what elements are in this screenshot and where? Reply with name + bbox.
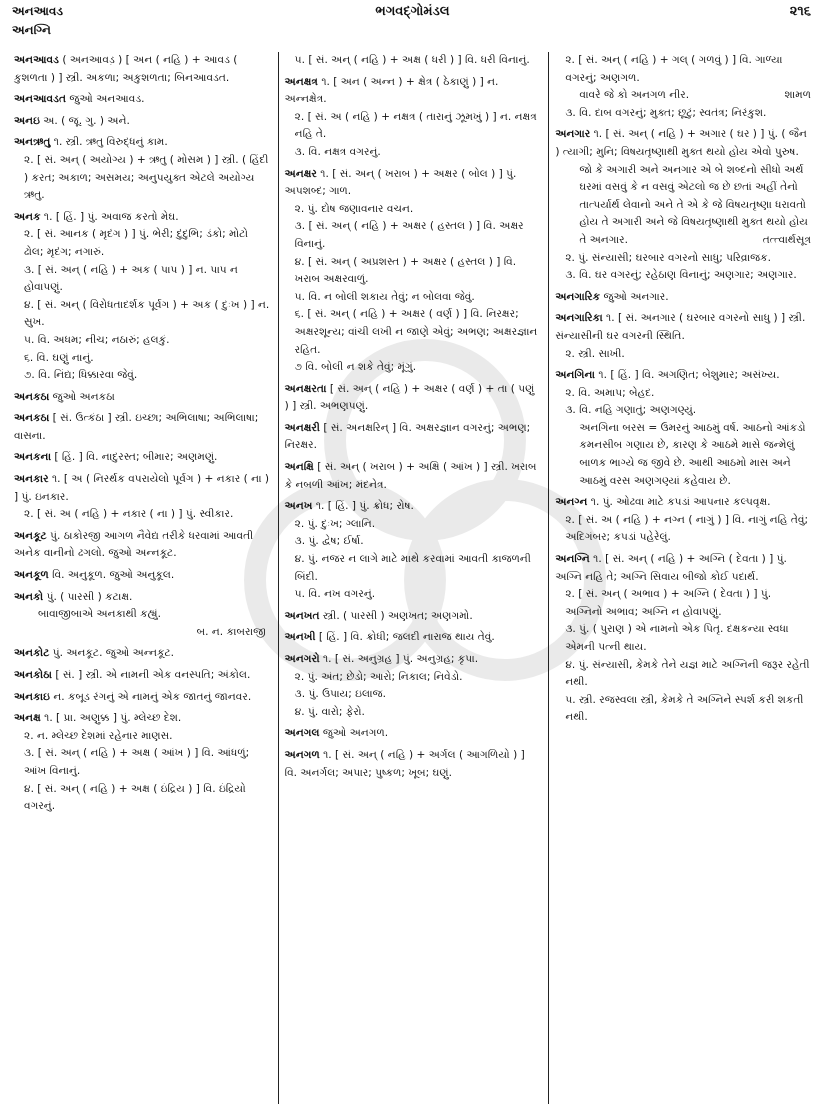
entry-definition: [14, 567, 270, 585]
entry-definition: [285, 74, 541, 109]
headword: અનગારિકા: [555, 312, 603, 325]
entry-definition: [14, 91, 270, 109]
sense-item: ૨. વિ. અમાપ; બેહદ.: [565, 386, 655, 399]
quotation-text: વાવરે જે કો અનગળ નીર.: [579, 89, 690, 102]
entry-definition: [555, 551, 811, 586]
entry-definition: [555, 289, 811, 307]
entry-definition: [14, 389, 270, 407]
sense-item: ૩. વિ. દાબ વગરનું; મુક્ત; છૂટું; સ્વતંત્ર; નિરંકુશ.: [565, 106, 767, 119]
dictionary-entry: [14, 567, 270, 585]
sense-item: ૩. વિ. નહિ ગણાતું; અણગણ્યું.: [565, 404, 697, 417]
sense-item: ૨. પું. સંન્યાસી; ઘરબાર વગરનો સાધુ; પરિવ્રાજક.: [565, 251, 771, 264]
entry-definition: [285, 381, 541, 416]
dictionary-entry: [14, 589, 270, 642]
headword: અનક્ષત્ર: [284, 75, 318, 88]
headword: અનકાર: [14, 473, 49, 486]
dictionary-entry: [14, 209, 270, 385]
headword: અનગારિક: [555, 290, 601, 303]
dictionary-entry: [14, 91, 270, 109]
sense-item: ૬. [ સં. અન્ ( નહિ ) + અક્ષર ( વર્ણ ) ] વિ. નિરક્ષર; અક્ષરશૂન્ય; વાંચી લખી ન જાણે એવું; અભણ; અક્ષરજ્ઞાન રહિત.: [294, 308, 538, 356]
guide-word-top: અનઆવડ: [12, 4, 63, 18]
entry-definition: [285, 459, 541, 494]
entry-definition: [285, 166, 541, 201]
definition-text: ૧. [ અ ( નિરર્થક વપરાયેલો પૂર્વગ ) + નકાર ( ના ) ] પું. ઇનકાર.: [14, 473, 270, 503]
sense-item: ૫. વિ. ન બોલી શકાય તેવું; ન બોલવા જેવું.: [294, 290, 475, 303]
citation-source: શામળ: [784, 89, 812, 102]
dictionary-entry: [14, 667, 270, 685]
sense-item: ૫. વિ. નખ વગરનું.: [294, 588, 376, 601]
entry-definition: [14, 528, 270, 563]
dictionary-entry: [14, 710, 270, 816]
dictionary-entry: [285, 420, 541, 455]
headword: અનગરો: [284, 653, 320, 665]
entry-definition: [285, 629, 541, 647]
dictionary-entry: [14, 449, 270, 467]
definition-text: ૧. [ સં. અન્ ( ખરાબ ) + અક્ષર ( બોલ ) ] પું. અપશબ્દ; ગાળ.: [284, 167, 517, 198]
quotation: [555, 162, 811, 250]
headword: અનખ: [284, 500, 313, 513]
running-title: ભગવદ્ગોમંડલ: [375, 4, 450, 19]
quotation: [555, 420, 811, 490]
sense-item: ૩. [ સં. અન્ ( નહિ ) + અક ( પાપ ) ] ન. પાપ ન હોવાપણું.: [24, 263, 238, 294]
quotation-text: બાવાજીબાએ અનકાથી કહ્યું.: [38, 608, 161, 621]
entry-definition: [14, 471, 270, 506]
entry-definition: [14, 667, 270, 685]
definition-text: પું. ( પારસી ) કટાક્ષ.: [43, 590, 133, 603]
definition-text: જુઓ અનગાર.: [600, 290, 669, 303]
sense-item: ૨. [ સં. અન્ ( અભાવ ) + અગ્નિ ( દેવતા ) ] પું. અગ્નિનો અભાવ; અગ્નિ ન હોવાપણું.: [565, 588, 772, 618]
headword: અનગિના: [555, 369, 596, 382]
dictionary-entry: [285, 651, 541, 721]
dictionary-entry: [285, 608, 541, 626]
headword: અનક્ષિ: [284, 461, 314, 474]
dictionary-entry: [285, 52, 541, 70]
definition-text: સ્ત્રી. ( પારસી ) અણખત; અણગમો.: [319, 609, 473, 622]
entry-definition: [14, 689, 270, 707]
sense-item: ૨. પું. અંત; છેડો; આરો; નિકાલ; નિવેડો.: [294, 670, 463, 683]
definition-text: [ હિં. ] વિ. નાદુરસ્ત; બીમાર; અણમણું.: [51, 451, 218, 464]
entry-definition: [285, 420, 541, 455]
sense-item: ૫. [ સં. અન્ ( નહિ ) + અક્ષ ( ધરી ) ] વિ. ધરી વિનાનું.: [294, 54, 530, 66]
dictionary-entry: [555, 289, 811, 307]
sense-item: ૭. વિ. નિંદ્ય; ધિક્કારવા જેવું.: [24, 369, 138, 382]
headword: અનગાર: [555, 128, 591, 141]
quotation: [555, 87, 811, 105]
definition-text: ૧. [ સં. અન્ ( નહિ ) + અગાર ( ઘર ) ] પું. ( જૈન ) ત્યાગી; મુનિ; વિષયતૃષ્ણાથી મુક્ત થયો હોય એવો પુરુષ.: [555, 128, 807, 158]
dictionary-entry: [285, 166, 541, 377]
headword: અનકોટ: [14, 647, 50, 660]
definition-text: પું. અનકૂટ. જુઓ અન્નકૂટ.: [49, 647, 175, 660]
dictionary-entry: [14, 134, 270, 204]
sense-item: ૩. વિ. નક્ષત્ર વગરનું.: [294, 145, 381, 158]
definition-text: ૧. [ સં. અનગાર ( ઘરબાર વગરનો સાધુ ) ] સ્ત્રી. સંન્યાસીની ઘર વગરની સ્થિતિ.: [555, 312, 806, 342]
headword: અનકૂળ: [14, 569, 49, 582]
headword: અનક્ષરી: [284, 421, 320, 434]
dictionary-entry: [555, 494, 811, 547]
dictionary-entry: [14, 52, 270, 87]
sense-item: ૨. [ સં. અન્ ( અયોગ્ય ) + ઋતુ ( મોસમ ) ] સ્ત્રી. ( હિંદી ) કરત; અકાળ; અસમય; અનુપયુક્ત એટલે અયોગ્ય ઋતુ.: [24, 153, 269, 202]
sense-item: ૩. વિ. ઘર વગરનું; રહેઠાણ વિનાનું; અણગાર; અણગાર.: [565, 269, 797, 282]
entry-definition: [14, 589, 270, 607]
headword: અનગ્ન: [555, 496, 588, 509]
column-right: [548, 52, 819, 1104]
definition-text: ૧. પું. ઓઢવા માટે કપડાં આપનાર કલ્પવૃક્ષ.: [587, 496, 771, 509]
sense-item: ૨. [ સં. અ ( નહિ ) + નકાર ( ના ) ] પું. સ્વીકાર.: [24, 508, 234, 521]
dictionary-entry: [555, 52, 811, 122]
headword: અનગળ: [284, 748, 320, 761]
sense-item: ૨. [ સં. અન્ ( નહિ ) + ગલ્ ( ગળવું ) ] વિ. ગાળ્યા વગરનું; અણગળ.: [565, 54, 783, 84]
headword: અનઆવડ: [14, 54, 59, 66]
headword: અનઋતુ: [14, 136, 51, 149]
sense-item: ૫. સ્ત્રી. રજસ્વલા સ્ત્રી, કેમકે તે અગ્નિને સ્પર્શ કરી શકતી નથી.: [565, 693, 804, 724]
sense-item: ૨. [ સં. આનક ( મૃદંગ ) ] પું. ભેરી; દુંદુભિ; ડંકો; મોટો ઢોલ; મૃદંગ; નગારું.: [24, 228, 248, 258]
dictionary-entry: [14, 471, 270, 524]
sense-item: ૩. પું. ઉપાય; ઇલાજ.: [294, 688, 386, 701]
dictionary-entry: [14, 410, 270, 445]
dictionary-entry: [285, 747, 541, 782]
dictionary-entry: [555, 310, 811, 363]
dictionary-entry: [14, 645, 270, 663]
entry-definition: [14, 52, 270, 87]
column-middle: [278, 52, 549, 1104]
definition-text: ( અનઆવડ઼ ) [ અન ( નહિ ) + આવડ ( કુશળતા ) ] સ્ત્રી. અકળા; અકુશળતા; બિનઆવડત.: [14, 54, 238, 84]
headword: અનકો: [14, 590, 44, 603]
dictionary-entry: [285, 629, 541, 647]
headword: અનકૂટ: [14, 529, 47, 542]
citation-source: બ. ન. કાબરાજી: [196, 625, 266, 638]
page-number: ૨૧૬: [789, 4, 811, 19]
sense-item: ૩. પું. દ્વેષ; ઈર્ષા.: [294, 535, 364, 548]
entry-definition: [555, 126, 811, 161]
page-header: [0, 0, 825, 52]
dictionary-entry: [555, 367, 811, 490]
definition-text: ૧. [ પ્રા. અણુક્ક ] પું. મ્લેચ્છ દેશ.: [40, 712, 182, 725]
headword: અનકઠા: [14, 412, 50, 425]
dictionary-entry: [285, 381, 541, 416]
definition-text: જુઓ અનગળ.: [319, 727, 389, 740]
definition-text: [ સં. અન્ ( ખરાબ ) + અક્ષિ ( આંખ ) ] સ્ત્રી. ખરાબ કે નબળી આંખ; મંદનેત્ર.: [284, 461, 537, 491]
sense-item: ૪. [ સં. અન્ ( નહિ ) + અક્ષ ( ઇંદ્રિય ) ] વિ. ઇંદ્રિયો વગરનું.: [24, 782, 246, 813]
quotation-text: અનગિના બરસ = ઉમરનું આઠમું વર્ષ. આઠનો આંકડો કમનસીબ ગણાય છે, કારણ કે આઠમે માસે જન્મેલું બાળક ભાગ્યે જ જીવે છે. આથી આઠમો માસ અને આઠમું વરસ અણગણ્યાં કહેવાય છે.: [579, 421, 806, 487]
definition-text: ૧. [ સં. અન્ ( નહિ ) + અગ્નિ ( દેવતા ) ] પું. અગ્નિ નહિ તે; અગ્નિ સિવાય બીજો કોઈ પદાર્થ.: [555, 553, 787, 583]
definition-text: જુઓ અનકઠા: [49, 390, 115, 403]
dictionary-entry: [555, 126, 811, 284]
dictionary-entry: [14, 689, 270, 707]
headword: અનક: [14, 210, 41, 223]
definition-text: પું. ઠાકોરજી આગળ નૈવેદ્ય તરીકે ધરવામાં આવતી અનેક વાનીનો ઢગલો. જુઓ અન્નકૂટ.: [14, 529, 254, 560]
definition-text: ૧. [ હિં. ] પું. અવાજ કરતો મેઘ.: [40, 210, 179, 223]
sense-item: ૬. વિ. ઘણું નાનું.: [24, 351, 94, 364]
headword: અનખત: [284, 609, 320, 622]
dictionary-entry: [14, 528, 270, 563]
definition-text: [ સં. અનક્ષરિન્ ] વિ. અક્ષરજ્ઞાન વગરનું; અભણ; નિરક્ષર.: [284, 421, 531, 452]
definition-text: [ સં. અન્ ( નહિ ) + અક્ષર ( વર્ણ ) + તા ( પણું ) ] સ્ત્રી. અભણપણું.: [284, 382, 535, 413]
sense-item: ૩. [ સં. અન્ ( નહિ ) + અક્ષ ( આંખ ) ] વિ. આંધળું; આંખ વિનાનું.: [24, 747, 250, 777]
definition-text: ૧. [ હિં. ] પું. ક્રોધ; રોષ.: [312, 500, 414, 513]
entry-definition: [555, 494, 811, 512]
definition-text: ૧. [ અન ( અન્ન ) + ક્ષેત્ર ( ઠેકાણું ) ] ન. અન્નક્ષેત્ર.: [284, 75, 499, 106]
headword: અનકાઇ: [14, 690, 50, 703]
headword: અનક્ષરતા: [284, 382, 327, 395]
headword: અનકના: [14, 451, 52, 464]
definition-text: અ. ( જૂ. ગુ. ) અને.: [39, 114, 130, 127]
entry-definition: [14, 710, 270, 728]
dictionary-entry: [285, 459, 541, 494]
headword: અનકોઠા: [14, 669, 52, 681]
sense-item: ૪. પું. સંન્યાસી, કેમકે તેને યજ્ઞ માટે અગ્નિની જરૂર રહેતી નથી.: [565, 658, 810, 689]
quotation-text: જો કે અગારી અને અનગાર એ બે શબ્દનો સીધો અર્થ ઘરમાં વસવું કે ન વસવું એટલો જ છે છતાં અહીં તેનો તાત્પર્યાર્થ લેવાનો અને તે એ કે જે વિષયતૃષ્ણા ધરાવતો હોય તે અગારી અને જે વિષયતૃષ્ણાથી મુક્ત થયો હોય તે અનગાર.: [579, 163, 808, 246]
sense-item: ૩. [ સં. અન્ ( નહિ ) + અક્ષર ( હસ્તલ ) ] વિ. અક્ષર વિનાનું.: [294, 220, 524, 250]
citation-source: તત્ત્વાર્થસૂત્ર: [762, 233, 812, 246]
sense-item: ૪. [ સં. અન્ ( અપ્રશસ્ત ) + અક્ષર ( હસ્તલ ) ] વિ. ખરાબ અક્ષરવાળું.: [294, 255, 517, 286]
entry-definition: [14, 449, 270, 467]
dictionary-entry: [555, 551, 811, 727]
entry-definition: [285, 651, 541, 669]
dictionary-entry: [14, 389, 270, 407]
definition-text: [ સં. ઉત્કંઠા ] સ્ત્રી. ઇચ્છા; અભિલાષા; અભિલાષા; વાસના.: [14, 412, 259, 442]
sense-item: ૨. [ સં. અ ( નહિ ) + નગ્ન ( નાગું ) ] વિ. નાગું નહિ તેવું; અદિગંબર; કપડાં પહેરેલું.: [565, 513, 809, 544]
headword: અનગલ: [284, 727, 320, 740]
definition-text: વિ. અનુકૂળ. જુઓ અનુકૂલ.: [48, 569, 175, 582]
entry-definition: [14, 410, 270, 445]
quotation: [14, 606, 270, 624]
entry-definition: [285, 725, 541, 743]
headword: અનક્ષર: [284, 167, 317, 180]
sense-item: ૨. [ સં. અ ( નહિ ) + નક્ષત્ર ( તારાનું ઝૂમખું ) ] ન. નક્ષત્ર નહિ તે.: [294, 110, 537, 141]
definition-text: [ હિં. ] વિ. ક્રોધી; જલદી નારાજ થાય તેવું.: [315, 631, 495, 644]
entry-definition: [555, 310, 811, 345]
dictionary-entry: [285, 725, 541, 743]
sense-item: ૪. પું. વારો; ફેરો.: [294, 705, 365, 718]
headword: અનગ્નિ: [555, 553, 590, 566]
entry-definition: [285, 608, 541, 626]
sense-item: ૪. પું. નજર ન લાગે માટે માથે કરવામાં આવતી કાજળની બિંદી.: [294, 553, 531, 583]
sense-item: ૨. સ્ત્રી. સાખી.: [565, 347, 625, 360]
dictionary-columns: [8, 52, 819, 1104]
definition-text: ૧. [ સં. અનુગ્રહ ] પું. અનુગ્રહ; કૃપા.: [319, 653, 479, 665]
sense-item: ૨. ન. મ્લેચ્છ દેશમાં રહેનાર માણસ.: [24, 729, 173, 742]
sense-item: ૩. પું. ( પુરાણ ) એ નામનો એક પિતૃ. દક્ષકન્યા સ્વધા એમની પત્ની થાય.: [565, 623, 789, 653]
definition-text: ન. કબૂડ રંગનું એ નામનું એક જાતનું જાનવર.: [49, 690, 252, 703]
definition-text: [ સં. ] સ્ત્રી. એ નામની એક વનસ્પતિ; અંકોલ.: [51, 669, 251, 681]
entry-definition: [14, 113, 270, 131]
entry-definition: [14, 134, 270, 152]
dictionary-entry: [14, 113, 270, 131]
column-left: [8, 52, 278, 1104]
entry-definition: [555, 367, 811, 385]
headword: અનખી: [284, 631, 316, 644]
entry-definition: [285, 498, 541, 516]
dictionary-entry: [285, 74, 541, 162]
entry-definition: [285, 747, 541, 782]
entry-definition: [14, 209, 270, 227]
headword: અનઇ: [14, 114, 40, 127]
definition-text: ૧. [ હિં. ] વિ. અગણિત; બેશુમાર; અસંખ્ય.: [595, 369, 780, 382]
sense-item: ૪. [ સં. અન્ ( વિરોધતાદર્શક પૂર્વગ ) + અક ( દુઃખ ) ] ન. સુખ.: [24, 298, 270, 329]
headword: અનક્ષ: [14, 712, 41, 725]
dictionary-entry: [285, 498, 541, 604]
definition-text: જુઓ અનઆવડ.: [65, 93, 145, 106]
sense-item: ૨. પું. દોષ જણાવનાર વચન.: [294, 202, 414, 215]
headword: અનઆવડત: [14, 93, 66, 106]
guide-word-bottom: અનગ્નિ: [12, 23, 52, 37]
sense-item: ૫. વિ. અધમ; નીચ; નઠારું; હલકું.: [24, 333, 170, 346]
sense-item: ૭ વિ. બોલી ન શકે તેવું; મૂંગું.: [294, 361, 417, 374]
entry-definition: [14, 645, 270, 663]
headword: અનકઠા: [14, 390, 50, 403]
definition-text: ૧. સ્ત્રી. ઋતુ વિરુદ્ધનું કામ.: [50, 136, 168, 149]
definition-text: ૧. [ સં. અન્ ( નહિ ) + અર્ગલ ( આગળિયો ) ] વિ. અનર્ગલ; અપાર; પુષ્કળ; ખૂબ; ઘણું.: [284, 748, 525, 779]
sense-item: ૨. પું. દુઃખ; ગ્લાનિ.: [294, 517, 376, 530]
